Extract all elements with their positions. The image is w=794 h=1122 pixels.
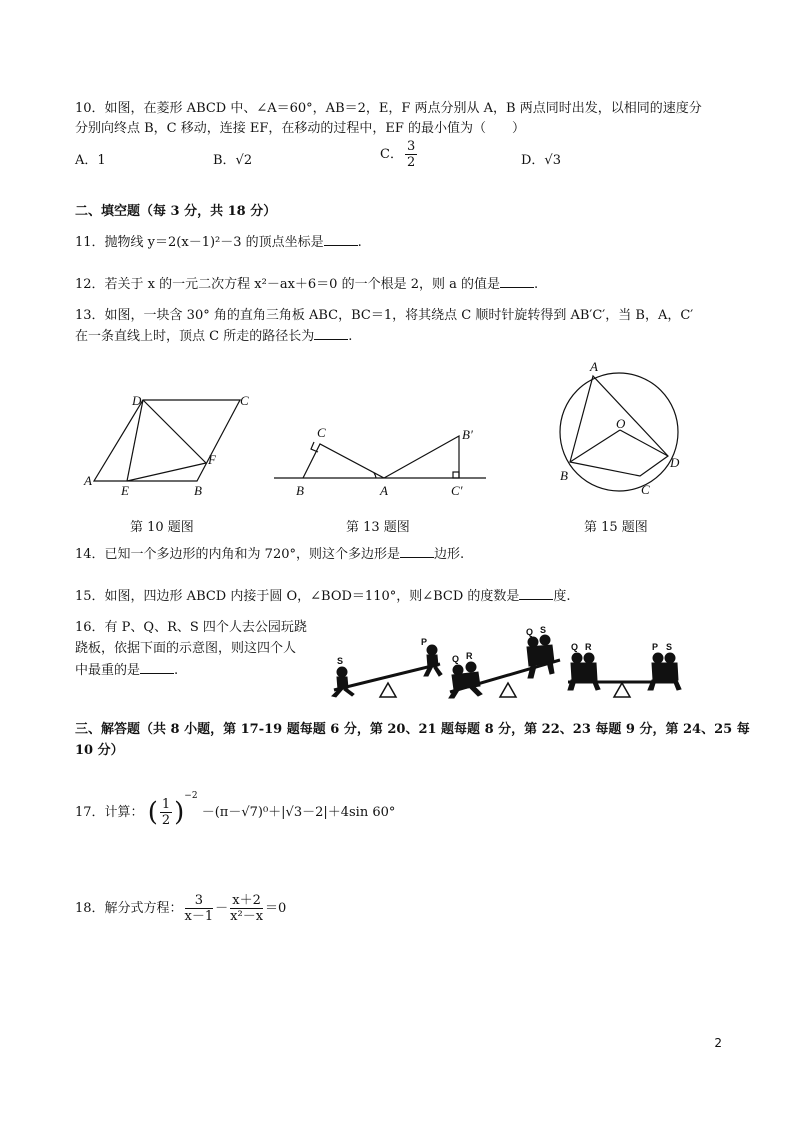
q17-rest: －(π－√7)⁰＋|√3－2|＋4sin 60°	[201, 805, 396, 820]
fig10-label-c: C	[240, 393, 249, 408]
seesaw2-persons-right	[527, 635, 554, 678]
figure-15	[548, 360, 692, 502]
q13-end: .	[348, 329, 353, 344]
segment-od	[620, 430, 668, 456]
q18-prefix: 18．解分式方程：	[75, 901, 183, 916]
section2-heading: 二、填空题（每 3 分，共 18 分）	[75, 204, 277, 219]
fig10-label-f: F	[208, 452, 216, 467]
q13-blank	[314, 327, 348, 340]
figure-13	[270, 420, 492, 502]
seesaw3-persons-right	[648, 653, 681, 690]
q17-paren-close: )	[174, 797, 185, 828]
q14-blank	[400, 545, 434, 558]
seesaw1-person-s	[332, 667, 354, 697]
q12	[75, 275, 538, 294]
fig15-label-b: B	[560, 468, 568, 483]
q10-option-b: B．√2	[213, 153, 253, 168]
q14	[75, 545, 464, 564]
fig13-label-a: A	[380, 483, 388, 498]
fig13-label-cprime: C′	[451, 483, 463, 498]
q16-end: .	[174, 663, 179, 678]
q15-text: 15．如图，四边形 ABCD 内接于圆 O，∠BOD＝110°，则∠BCD 的度数是	[75, 589, 520, 604]
section3-heading-line2: 10 分）	[75, 743, 124, 758]
q17-paren-open: (	[147, 797, 158, 828]
q14-text: 14．已知一个多边形的内角和为 720°，则这个多边形是	[75, 547, 400, 562]
q16-line1: 16．有 P、Q、R、S 四个人去公园玩跷	[75, 620, 307, 635]
q10-option-c-fraction	[405, 139, 417, 170]
q15-blank	[519, 587, 553, 600]
q10-line1: 10．如图，在菱形 ABCD 中、∠A＝60°，AB＝2，E，F 两点分别从 A，B 两点同时出发，以相同的速度分	[75, 101, 702, 116]
q15	[75, 587, 571, 606]
seesaw2-label-q-left: Q	[452, 654, 460, 664]
fig15-label-o: O	[616, 416, 626, 431]
fig13-label-c: C	[317, 425, 326, 440]
seesaw3-pivot	[614, 683, 630, 697]
q10-option-c-prefix: C．	[380, 147, 403, 162]
page-number: 2	[714, 1036, 722, 1050]
q10-option-d: D．√3	[521, 153, 561, 168]
section3-heading-line1: 三、解答题（共 8 小题，第 17-19 题每题 6 分，第 20、21 题每题 8 分，第 22、23 每题 9 分，第 24、25 每	[75, 722, 750, 737]
q17	[75, 780, 395, 829]
q10-option-c	[380, 139, 419, 170]
fig10-caption: 第 10 题图	[130, 520, 194, 535]
rhombus-abcd	[94, 400, 240, 481]
q18-f2-num: x＋2	[230, 893, 263, 909]
q17-prefix: 17．计算：	[75, 805, 144, 820]
q18	[75, 893, 286, 925]
q16-line3	[75, 661, 178, 680]
seesaw1-label-s: S	[337, 656, 344, 666]
q10-line2: 分别向终点 B，C 移动，连接 EF，在移动的过程中，EF 的最小值为（ ）	[75, 121, 526, 136]
fig13-caption: 第 13 题图	[346, 520, 410, 535]
q18-rest: ＝0	[265, 901, 287, 916]
q13-line2	[75, 327, 352, 346]
q18-f1-den: x－1	[184, 909, 214, 924]
segment-ef	[127, 463, 206, 481]
q17-exponent: −2	[184, 791, 198, 801]
q10-option-c-den: 2	[406, 155, 416, 170]
seesaw1-label-p: P	[421, 637, 428, 647]
q17-fraction	[160, 797, 172, 828]
q17-frac-den: 2	[161, 813, 171, 828]
q11	[75, 233, 362, 252]
q16-line3-text: 中最重的是	[75, 663, 141, 678]
q16-line2: 跷板，依据下面的示意图，则这四个人	[75, 641, 297, 656]
q10-option-a: A．1	[75, 153, 106, 168]
q11-end: .	[357, 235, 362, 250]
fig13-label-b: B	[296, 483, 304, 498]
seesaw3-label-r: R	[585, 642, 592, 652]
q18-fraction1	[185, 893, 214, 924]
seesaw3-label-p: P	[652, 642, 659, 652]
fig15-label-a: A	[590, 360, 598, 374]
seesaw1-person-p	[424, 645, 442, 676]
seesaw2-label-q-right: Q	[526, 627, 534, 637]
seesaw2-label-r-left: R	[466, 651, 473, 661]
q13-line1: 13．如图，一块含 30° 角的直角三角板 ABC，BC＝1，将其绕点 C 顺时针旋转得到 AB′C′，当 B，A，C′	[75, 308, 694, 323]
seesaw3-label-s: S	[666, 642, 673, 652]
triangle-ab-c	[384, 436, 459, 478]
q18-f1-num: 3	[185, 893, 214, 909]
q17-frac-num: 1	[161, 797, 171, 812]
fig13-label-bprime: B′	[462, 427, 473, 442]
q16-blank	[140, 661, 174, 674]
fig15-label-c: C	[641, 482, 650, 497]
right-angle-cprime	[453, 472, 459, 478]
fig10-label-b: B	[194, 483, 202, 498]
q12-blank	[500, 275, 534, 288]
figure-10	[80, 388, 270, 498]
q10-option-c-num: 3	[406, 139, 416, 154]
fig15-label-d: D	[670, 455, 680, 470]
q13-line2-text: 在一条直线上时，顶点 C 所走的路径长为	[75, 329, 315, 344]
q18-f2-den: x²－x	[230, 909, 264, 924]
seesaw3-persons-left	[568, 653, 600, 690]
triangle-abc	[303, 444, 384, 478]
q11-blank	[324, 233, 358, 246]
fig15-caption: 第 15 题图	[584, 520, 648, 535]
fig10-label-d: D	[132, 393, 142, 408]
seesaw2-persons-left	[449, 662, 482, 698]
segment-df	[143, 400, 206, 463]
q12-text: 12．若关于 x 的一元二次方程 x²－ax＋6＝0 的一个根是 2，则 a 的值是	[75, 277, 500, 292]
seesaw1-pivot	[380, 683, 396, 697]
seesaw-illustration	[328, 626, 720, 706]
q11-text: 11．抛物线 y＝2(x－1)²－3 的顶点坐标是	[75, 235, 324, 250]
seesaw2-label-s-right: S	[540, 626, 547, 635]
seesaw2-pivot	[500, 683, 516, 697]
q15-end: 度.	[553, 589, 571, 604]
q12-end: .	[534, 277, 539, 292]
fig10-label-a: A	[84, 473, 92, 488]
q18-fraction2	[230, 893, 263, 924]
q18-minus: －	[215, 901, 229, 916]
seesaw3-label-q: Q	[571, 642, 579, 652]
q14-end: 边形.	[434, 547, 465, 562]
fig10-label-e: E	[121, 483, 129, 498]
